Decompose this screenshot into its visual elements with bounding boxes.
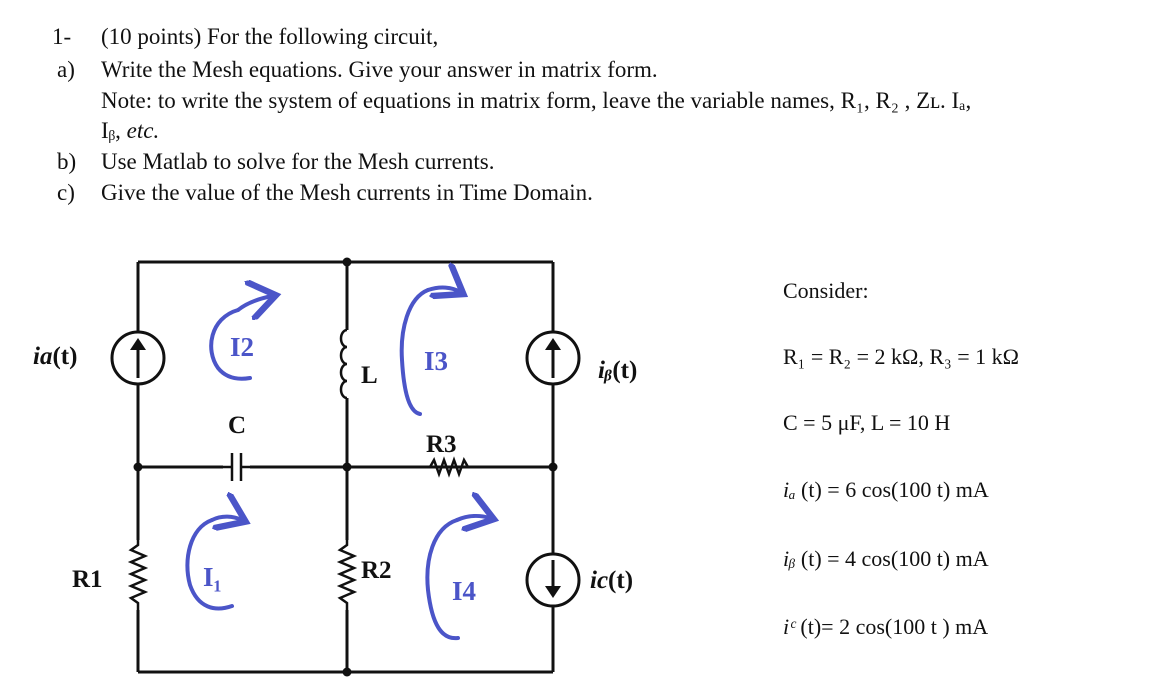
label-ia: ia(t): [33, 343, 78, 370]
inductor-l: [341, 330, 347, 398]
given-ic: [783, 614, 988, 640]
resistor-r2: [340, 540, 354, 610]
mesh-label-i4: I4: [452, 576, 477, 606]
current-source-ia: [112, 332, 164, 384]
part-a-text: Write the Mesh equations. Give your answer in matrix form.: [101, 57, 658, 82]
label-r3: R3: [426, 431, 457, 458]
label-ic: ic(t): [590, 567, 634, 594]
current-source-ic: [527, 554, 579, 606]
label-l: L: [361, 362, 378, 389]
given-cap-ind: C = 5 μF, L = 10 H: [783, 410, 951, 435]
note-line-1: Note: to write the system of equations in matrix form, leave the variable names, R₁, R₂ , Zʟ. Iₐ,: [101, 88, 972, 113]
given-ic-variable: iᶜ: [783, 614, 795, 639]
given-ib-variable: iᵦ: [783, 546, 796, 571]
note-etc: etc.: [126, 118, 160, 143]
current-source-ib: [527, 332, 579, 384]
label-r1: R1: [72, 566, 103, 593]
note-ib-variable: Iᵦ,: [101, 118, 121, 143]
part-c-label: c): [57, 180, 75, 205]
given-ib: [783, 546, 989, 572]
mesh-label-i2: I2: [230, 332, 255, 362]
problem-number: 1-: [52, 24, 72, 49]
given-ia-variable: iₐ: [783, 477, 796, 502]
given-ia-expression: (t) = 6 cos(100 t) mA: [801, 477, 989, 502]
given-resistors: R₁ = R₂ = 2 kΩ, R₃ = 1 kΩ: [783, 344, 1019, 369]
label-c: C: [228, 412, 247, 439]
label-r2: R2: [361, 557, 392, 584]
part-c-text: Give the value of the Mesh currents in Time Domain.: [101, 180, 593, 205]
problem-points: (10 points) For the following circuit,: [101, 24, 439, 49]
given-heading: Consider:: [783, 278, 869, 303]
mesh-label-i1: I₁: [203, 562, 222, 592]
part-b-label: b): [57, 149, 77, 174]
resistor-r1: [131, 540, 145, 610]
capacitor-c: [223, 453, 250, 481]
label-ib: iᵦ(t): [598, 357, 638, 384]
mesh-label-i3: I3: [424, 346, 449, 376]
part-b-text: Use Matlab to solve for the Mesh currents.: [101, 149, 495, 174]
given-ic-expression: (t)= 2 cos(100 t ) mA: [800, 614, 989, 639]
given-ib-expression: (t) = 4 cos(100 t) mA: [800, 546, 989, 571]
part-a-label: a): [57, 57, 75, 82]
given-ia: [783, 477, 989, 503]
